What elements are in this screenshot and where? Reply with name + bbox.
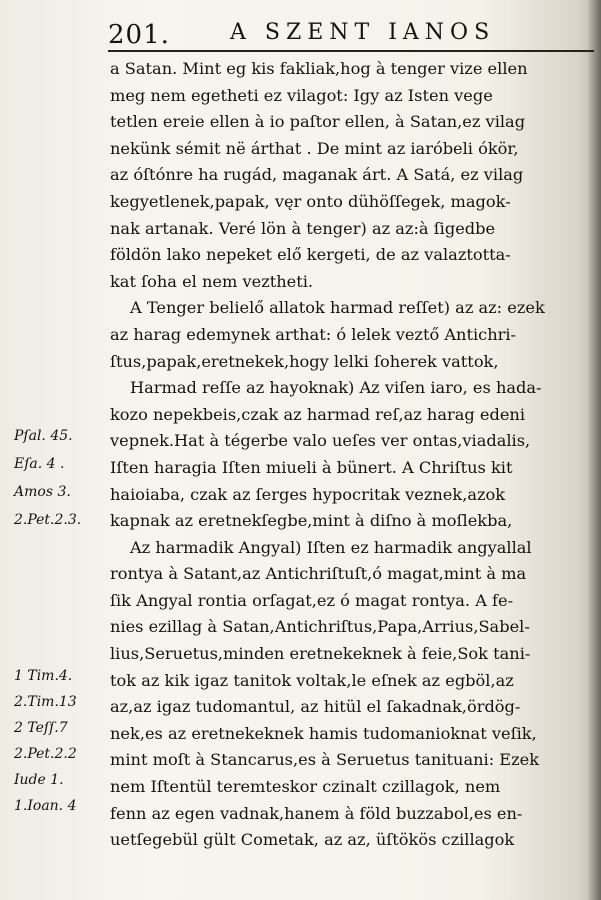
- margin-note: 2.Pet.2.2: [14, 746, 77, 762]
- text-line: kegyetlenek,papak, vęr onto dühöſſegek, magok-: [110, 191, 511, 211]
- running-header: [108, 20, 508, 50]
- text-line: nekünk sémit në árthat . De mint az iaróbeli ókör,: [110, 138, 519, 158]
- margin-note: Iude 1.: [14, 772, 64, 788]
- text-line: a Satan. Mint eg kis fakliak,hog à tenger vize ellen: [110, 59, 528, 78]
- text-line: földön lako nepeket elő kergeti, de az valaztotta-: [110, 245, 511, 265]
- text-line: rontya à Satant,az Antichriſtuſt,ó magat,mint à ma: [110, 564, 527, 584]
- margin-note: Eſa. 4 .: [14, 456, 65, 472]
- margin-note: 1 Tim.4.: [14, 668, 73, 684]
- text-line: ſtus,papak,eretnekek,hogy lelki ſoherek vattok,: [110, 351, 499, 371]
- page-number: 201.: [108, 20, 170, 50]
- text-line: Harmad reſſe az hayoknak) Az viſen iaro, es hada-: [130, 378, 542, 398]
- margin-note: 2.Tim.13: [14, 694, 77, 710]
- text-line: lius,Seruetus,minden eretnekeknek à feie,Sok tani-: [110, 644, 531, 664]
- text-line: vepnek.Hat à tégerbe valo ueſes ver ontas,viadalis,: [110, 431, 531, 451]
- margin-note: 1.Ioan. 4: [14, 798, 77, 814]
- text-line: Iſten haragia Iſten miueli à bünert. A Chriſtus kit: [110, 457, 513, 477]
- margin-note: 2 Teſſ.7: [14, 720, 68, 736]
- text-line: A Tenger belielő allatok harmad reſſet) az az: ezek: [130, 298, 545, 318]
- text-line: meg nem egetheti ez vilagot: Igy az Isten vege: [110, 85, 493, 105]
- text-line: kozo nepekbeis,czak az harmad reſ,az harag edeni: [110, 404, 526, 424]
- text-line: tetlen ereie ellen à io paſtor ellen, à Satan,ez vilag: [110, 112, 526, 132]
- text-line: ſik Angyal rontia orſagat,ez ó magat rontya. A fe-: [110, 590, 514, 610]
- margin-note: Pſal. 45.: [14, 428, 73, 444]
- page-edge-shadow: [587, 0, 601, 900]
- header-rule: [108, 50, 594, 52]
- text-line: nak artanak. Veré lön à tenger) az az:à ſigedbe: [110, 218, 496, 238]
- text-line: nem Iſtentül teremteskor czinalt czillagok, nem: [110, 777, 501, 797]
- text-line: kapnak az eretnekſegbe,mint à diſno à moſlekba,: [110, 511, 513, 531]
- margin-note: Amos 3.: [14, 484, 71, 500]
- text-line: az harag edemynek arthat: ó lelek veztő Antichri-: [110, 324, 517, 344]
- text-line: mint moſt à Stancarus,es à Seruetus tanituani: Ezek: [110, 750, 540, 770]
- text-line: uetſegebül gült Cometak, az az, üſtökös czillagok: [110, 830, 515, 850]
- text-line: nek,es az eretnekeknek hamis tudomanioknat veſik,: [110, 723, 537, 743]
- body-text: [110, 56, 598, 854]
- text-line: nies ezillag à Satan,Antichriſtus,Papa,Arrius,Sabel-: [110, 617, 530, 637]
- text-line: az,az igaz tudomantul, az hitül el ſakadnak,ördög-: [110, 697, 521, 717]
- text-line: tok az kik igaz tanitok voltak,le eſnek az egböl,az: [110, 670, 514, 690]
- text-line: az óſtónre ha rugád, maganak árt. A Satá, ez vilag: [110, 165, 524, 185]
- text-line: kat ſoha el nem veztheti.: [110, 271, 314, 291]
- margin-note: 2.Pet.2.3.: [14, 512, 82, 528]
- text-line: fenn az egen vadnak,hanem à föld buzzabol,es en-: [110, 803, 523, 823]
- running-title: A SZENT IANOS: [230, 20, 496, 45]
- text-line: haioiaba, czak az ſerges hypocritak veznek,azok: [110, 484, 506, 504]
- text-line: Az harmadik Angyal) Iſten ez harmadik angyallal: [130, 537, 532, 557]
